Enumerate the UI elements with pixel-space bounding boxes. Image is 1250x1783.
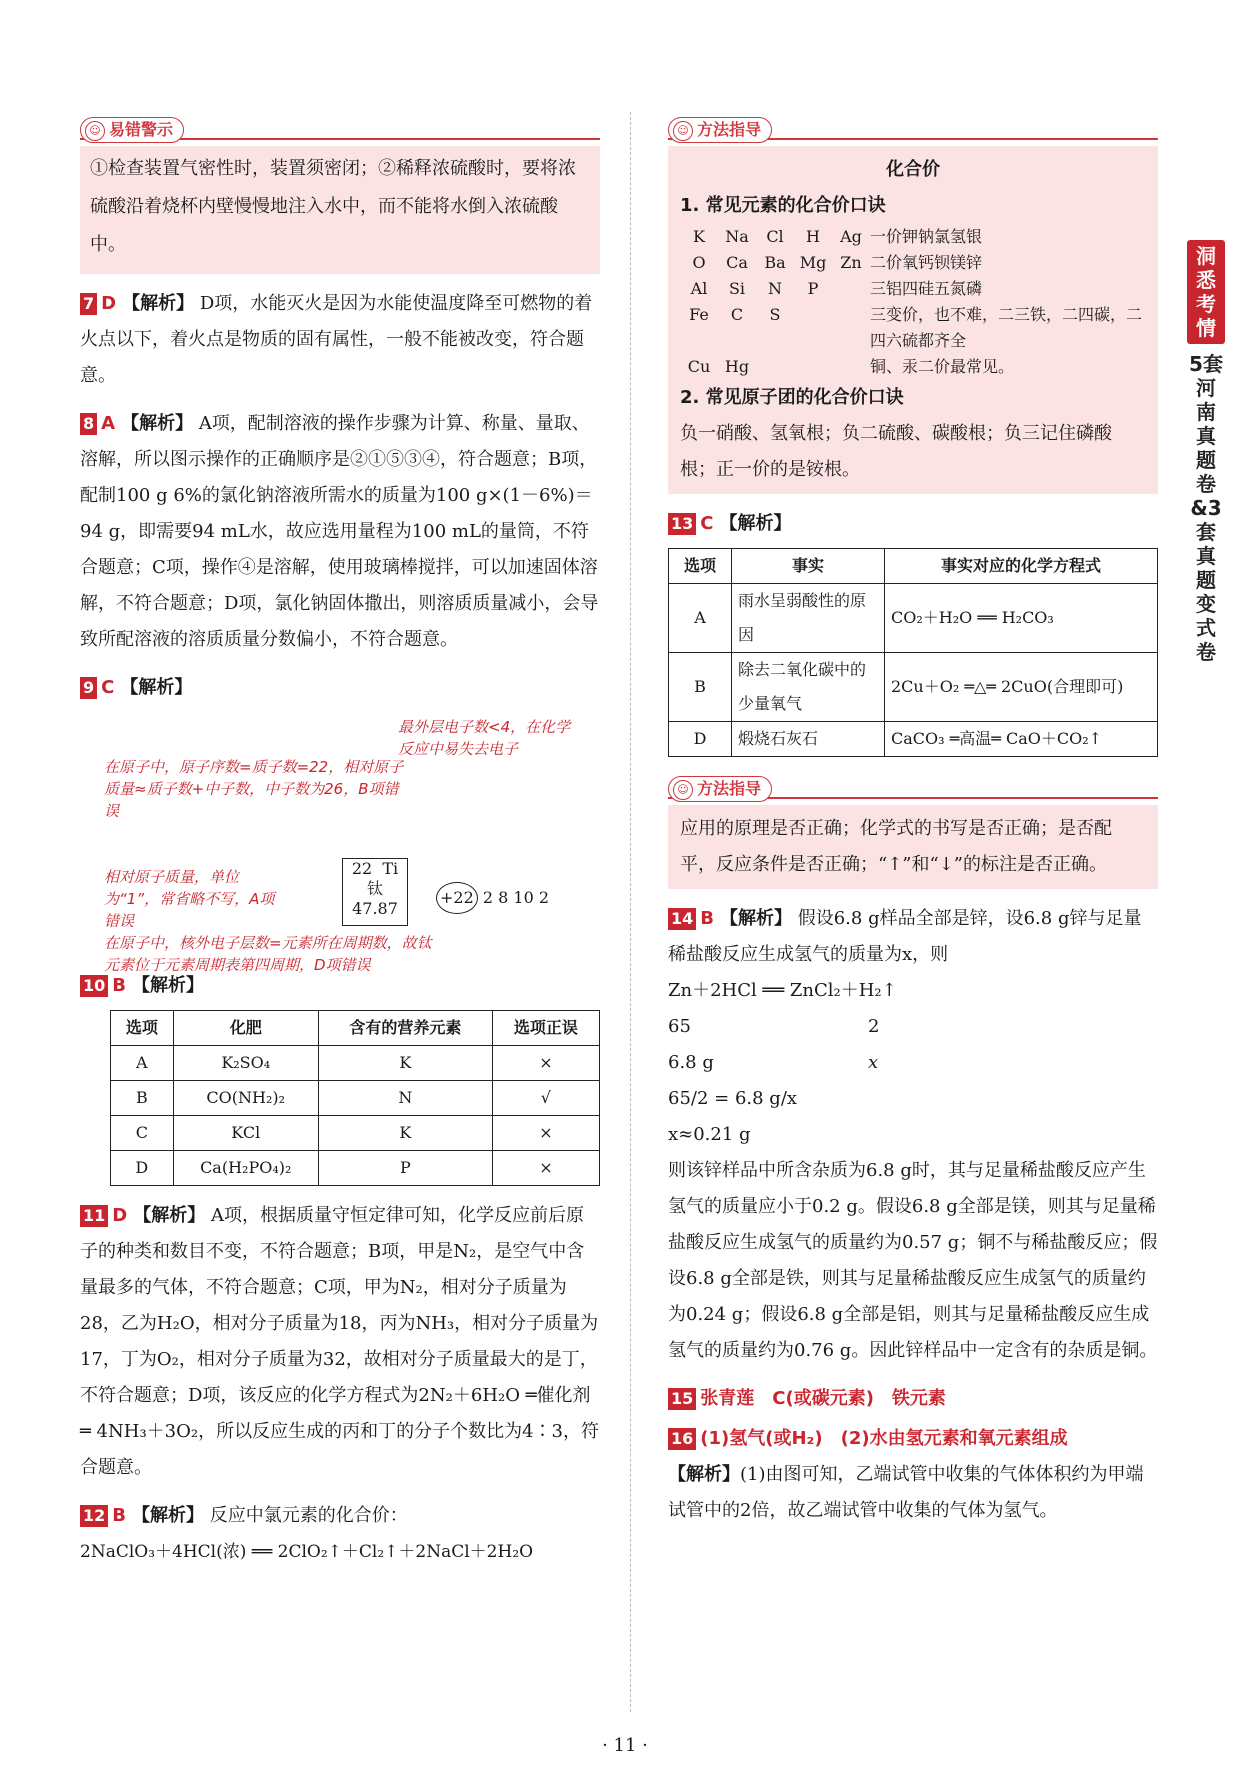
side-tab	[1187, 240, 1225, 664]
equation: 2NaClO₃＋4HCl(浓) ══ 2ClO₂↑＋Cl₂↑＋2NaCl＋2H₂O	[80, 1542, 534, 1562]
answer: C	[101, 677, 115, 698]
table-header: 选项正误	[492, 1011, 599, 1046]
question-number: 11	[80, 1205, 108, 1227]
question-number: 9	[80, 677, 97, 699]
answer: B	[700, 908, 714, 929]
analysis-label: 【解析】	[719, 513, 792, 534]
face-icon: ☺	[673, 121, 693, 141]
warn-box: ①检查装置气密性时，装置须密闭；②稀释浓硫酸时，要将浓硫酸沿着烧杯内壁慢慢地注入水中，而不能将水倒入浓硫酸中。	[80, 146, 600, 274]
element-symbol: Na	[725, 227, 749, 246]
element-symbol: Cl	[766, 227, 784, 246]
table-header: 事实对应的化学方程式	[885, 549, 1158, 584]
warn-header	[80, 112, 600, 140]
table-row: D 煅烧石灰石 CaCO₃ ═高温═ CaO＋CO₂↑	[669, 722, 1158, 757]
question-16	[668, 1421, 1158, 1529]
element-symbol: Hg	[724, 357, 750, 376]
analysis-label: 【解析】	[122, 293, 195, 314]
element-symbol: H	[806, 227, 820, 246]
table-header: 选项	[111, 1011, 174, 1046]
atom-structure	[436, 882, 549, 914]
rhyme: 三铝四硅五氮磷	[870, 279, 983, 298]
question-9	[80, 670, 600, 974]
answer: B	[112, 975, 126, 996]
answer: C	[700, 513, 714, 534]
analysis-text: A项，配制溶液的操作步骤为计算、称量、量取、溶解，所以图示操作的正确顺序是②①⑤③④，符合题意；B项，配制100 g 6%的氯化钠溶液所需水的质量为100 g×(1－6%)＝94 g，即需要94 mL水，故应选用量程为100 mL的量筒，不符合题意；C项，操作④是溶解，使用玻璃棒搅拌，可以加速固体溶解，不符合题意；D项，氯化钠固体撒出，则溶质质量减小，会导致所配溶液的溶质质量分数偏小，不符合题意。	[80, 413, 599, 650]
valence-row	[680, 354, 1146, 380]
analysis-label: 【解析】	[720, 908, 792, 929]
valence-row	[680, 276, 1146, 302]
group-valence-text: 负一硝酸、氢氧根；负二硫酸、碳酸根；负三记住磷酸根；正一价的是铵根。	[680, 423, 1112, 480]
element-symbol	[832, 276, 870, 302]
element-symbol: C	[730, 305, 744, 324]
analysis-text: A项，根据质量守恒定律可知，化学反应前后原子的种类和数目不变，不符合题意；B项，甲是N₂，是空气中含量最多的气体，不符合题意；C项，甲为N₂，相对分子质量为28，乙为H₂O，相对分子质量为18，丙为NH₃，相对分子质量为17，丁为O₂，相对分子质量为32，故相对分子质量最大的是丁，不符合题意；D项，该反应的化学方程式为2N₂＋6H₂O ═催化剂═ 4NH₃＋3O₂，所以反应生成的丙和丁的分子个数比为4∶3，符合题意。	[80, 1205, 600, 1478]
element-symbol	[794, 302, 832, 354]
element-symbol	[832, 302, 870, 354]
left-column	[80, 112, 600, 1570]
question-7	[80, 286, 600, 394]
answer: (1)氢气(或H₂) (2)水由氢元素和氧元素组成	[700, 1428, 1068, 1449]
table-row: B 除去二氧化碳中的少量氧气 2Cu＋O₂ ═△═ 2CuO(合理即可)	[669, 653, 1158, 722]
method2-box: 应用的原理是否正确；化学式的书写是否正确；是否配平，反应条件是否正确；“↑”和“↓”的标注是否正确。	[668, 805, 1158, 889]
answer: 张青莲 C(或碳元素) 铁元素	[700, 1388, 946, 1409]
element-symbol	[832, 354, 870, 380]
question-number: 16	[668, 1428, 696, 1450]
side-tab-top: 洞悉考情	[1187, 240, 1225, 344]
analysis-label: 【解析】	[132, 1505, 204, 1526]
table-row: C KCl K ×	[111, 1116, 600, 1151]
question-number: 12	[80, 1505, 108, 1527]
element-symbol: Ti	[382, 859, 399, 878]
face-icon: ☺	[673, 780, 693, 800]
question-number: 10	[80, 975, 108, 997]
equation: Zn＋2HCl ══ ZnCl₂＋H₂↑	[668, 980, 897, 1001]
result: x≈0.21 g	[668, 1124, 751, 1145]
analysis-label: 【解析】	[120, 677, 193, 698]
question-number: 7	[80, 293, 97, 315]
table-header: 选项	[669, 549, 732, 584]
analysis-text: 则该锌样品中所含杂质为6.8 g时，其与足量稀盐酸反应产生氢气的质量应小于0.2 g。假设6.8 g全部是镁，则其与足量稀盐酸反应生成氢气的质量约为0.57 g；铜不与稀盐酸反应；假设6.8 g全部是铁，则其与足量稀盐酸反应生成氢气的质量约为0.24 g；假设6.8 g全部是铝，则其与足量稀盐酸反应生成氢气的质量约为0.76 g。因此锌样品中一定含有的杂质是铜。	[668, 1160, 1158, 1361]
valence-row	[680, 302, 1146, 354]
side-tab-bottom: 5套河南真题卷&3套真题变式卷	[1189, 352, 1223, 664]
element-symbol: O	[692, 253, 706, 272]
rhyme: 二价氧钙钡镁锌	[870, 253, 983, 272]
question-13	[668, 506, 1158, 757]
element-symbol: Ca	[726, 253, 748, 272]
valence-row	[680, 224, 1146, 250]
element-symbol: K	[693, 227, 705, 246]
question-14	[668, 901, 1158, 1369]
analysis-text: 反应中氯元素的化合价：	[209, 1505, 408, 1526]
element-symbol: Cu	[687, 357, 711, 376]
element-symbol: P	[807, 279, 819, 298]
column-divider	[630, 112, 631, 1712]
annotation-3: 相对原子质量，单位为“1”，常省略不写，A项错误	[104, 868, 275, 930]
method-header	[668, 112, 1158, 140]
question-number: 8	[80, 413, 97, 435]
element-name: 钛	[366, 879, 383, 898]
right-column	[668, 112, 1158, 1529]
analysis-text: D项，水能灭火是因为水能使温度降至可燃物的着火点以下，着火点是物质的固有属性，一般不能被改变，符合题意。	[80, 293, 593, 386]
rhyme: 铜、汞二价最常见。	[870, 357, 1015, 376]
fertilizer-table	[110, 1010, 600, 1186]
element-symbol: Fe	[689, 305, 709, 324]
question-number: 14	[668, 908, 696, 930]
analysis-label: 【解析】	[133, 1205, 206, 1226]
question-number: 15	[668, 1388, 696, 1410]
element-symbol	[756, 354, 794, 380]
method-box	[668, 146, 1158, 494]
electron-shells: 2 8 10 2	[482, 888, 550, 907]
table-row: B CO(NH₂)₂ N √	[111, 1081, 600, 1116]
annotation-2: 最外层电子数<4，在化学反应中易失去电子	[398, 718, 571, 758]
analysis-text: (1)由图可知，乙端试管中收集的气体体积约为甲端试管中的2倍，故乙端试管中收集的气体为氢气。	[668, 1464, 1144, 1521]
answer: B	[112, 1505, 126, 1526]
method-subtitle-1: 1. 常见元素的化合价口诀	[680, 195, 886, 216]
answer: D	[101, 293, 117, 314]
fact-table	[668, 548, 1158, 757]
question-12	[80, 1498, 600, 1570]
table-header: 含有的营养元素	[318, 1011, 492, 1046]
valence-row	[680, 250, 1146, 276]
table-row: A 雨水呈弱酸性的原因 CO₂＋H₂O ══ H₂CO₃	[669, 584, 1158, 653]
warn-title: 易错警示	[109, 120, 174, 139]
analysis-label: 【解析】	[121, 413, 194, 434]
valence-list	[680, 224, 1146, 380]
table-header: 化肥	[173, 1011, 318, 1046]
element-symbol: N	[768, 279, 782, 298]
rhyme: 三变价，也不难，二三铁，二四碳，二四六硫都齐全	[870, 305, 1143, 350]
face-icon: ☺	[85, 121, 105, 141]
element-symbol: S	[769, 305, 781, 324]
annotation-1: 在原子中，原子序数=质子数=22，相对原子质量≈质子数+中子数，中子数为26，B项错误	[104, 758, 404, 820]
question-number: 13	[668, 513, 696, 535]
proportion: 65/2 = 6.8 g/x	[668, 1088, 798, 1109]
element-symbol: Mg	[799, 253, 827, 272]
table-header: 事实	[732, 549, 885, 584]
element-symbol: Ba	[764, 253, 786, 272]
element-symbol: Si	[728, 279, 746, 298]
method2-title: 方法指导	[697, 779, 762, 798]
question-10	[80, 968, 600, 1186]
analysis-text: 假设6.8 g样品全部是锌，设6.8 g锌与足量稀盐酸反应生成氢气的质量为x，则	[668, 908, 1142, 965]
element-symbol: Zn	[840, 253, 862, 272]
annotation-4: 在原子中，核外电子层数=元素所在周期数，故钛元素位于元素周期表第四周期，D项错误	[104, 934, 432, 974]
ratio-row: 65 2	[668, 1016, 880, 1037]
answer: A	[101, 413, 116, 434]
rhyme: 一价钾钠氯氢银	[870, 227, 983, 246]
ratio-row: 6.8 g x	[668, 1052, 879, 1073]
analysis-label: 【解析】	[132, 975, 204, 996]
element-symbol	[794, 354, 832, 380]
method-subtitle-2: 2. 常见原子团的化合价口诀	[680, 387, 904, 408]
element-diagram	[80, 706, 600, 974]
atomic-mass: 47.87	[352, 899, 398, 918]
element-cell	[342, 858, 408, 926]
question-11	[80, 1198, 600, 1486]
atomic-number: 22	[351, 859, 373, 878]
answer: D	[112, 1205, 128, 1226]
method-title: 方法指导	[697, 120, 762, 139]
table-row: A K₂SO₄ K ×	[111, 1046, 600, 1081]
question-15	[668, 1381, 1158, 1417]
method-heading: 化合价	[886, 159, 940, 180]
element-symbol: Ag	[840, 227, 862, 246]
question-8	[80, 406, 600, 658]
analysis-label: 【解析】	[668, 1464, 740, 1485]
page-number: · 11 ·	[602, 1735, 648, 1756]
nucleus: +22	[436, 882, 478, 914]
table-row: D Ca(H₂PO₄)₂ P ×	[111, 1151, 600, 1186]
method2-header	[668, 771, 1158, 799]
element-symbol: Al	[690, 279, 708, 298]
